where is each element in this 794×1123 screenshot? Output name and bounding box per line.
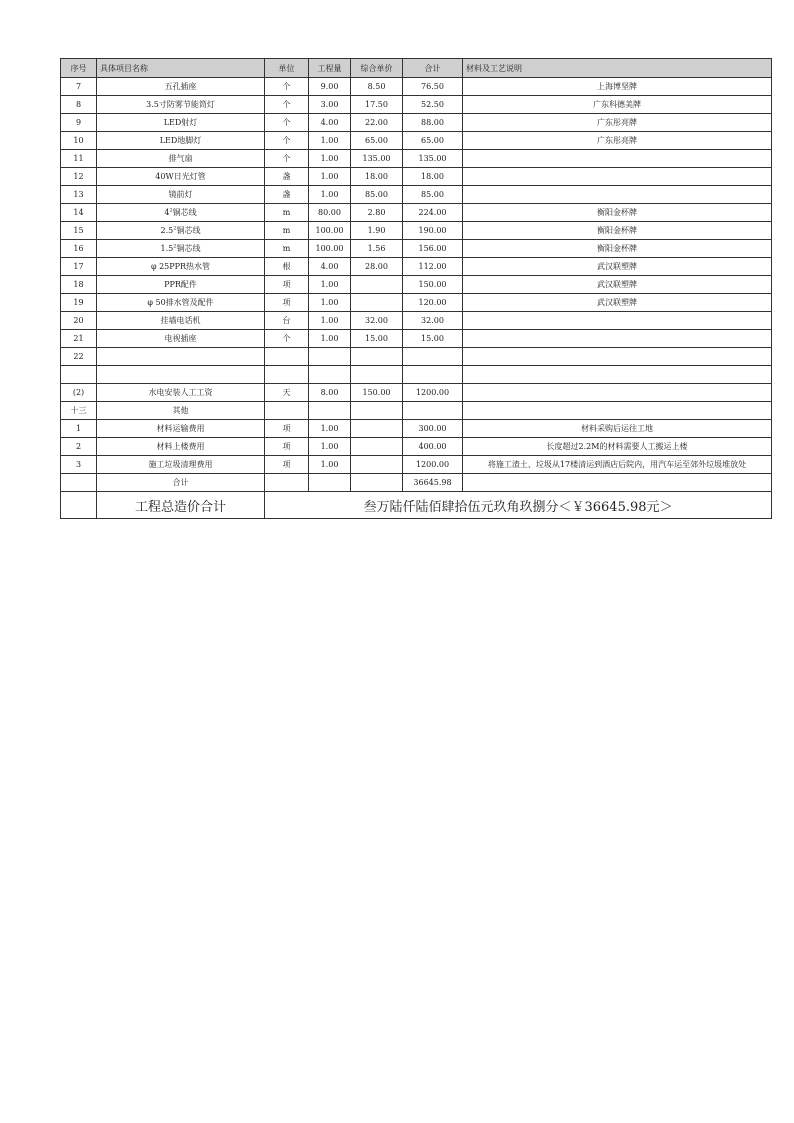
cell-total: 156.00 <box>403 240 463 258</box>
cell-name: LED地脚灯 <box>97 132 265 150</box>
cell-no: 11 <box>61 150 97 168</box>
cell-note <box>463 312 772 330</box>
cell-no: 十三 <box>61 402 97 420</box>
header-name: 具体项目名称 <box>97 59 265 78</box>
cell-total <box>403 366 463 384</box>
cell-total: 18.00 <box>403 168 463 186</box>
wire-size-exponent: 2 <box>169 207 173 214</box>
cell-no: 3 <box>61 456 97 474</box>
table-row <box>61 222 772 240</box>
cell-total: 190.00 <box>403 222 463 240</box>
cell-name: 40W日光灯管 <box>97 168 265 186</box>
cell-price: 32.00 <box>351 312 403 330</box>
cell-no: 12 <box>61 168 97 186</box>
cell-name: 施工垃圾清理费用 <box>97 456 265 474</box>
cell-price <box>351 456 403 474</box>
quote-table <box>60 58 772 519</box>
cell-name: 电视插座 <box>97 330 265 348</box>
cell-note: 衡阳金杯牌 <box>463 222 772 240</box>
cell-no: 18 <box>61 276 97 294</box>
cell-no: 17 <box>61 258 97 276</box>
cell-name: 材料运输费用 <box>97 420 265 438</box>
cell-no: 15 <box>61 222 97 240</box>
cell-unit: 项 <box>265 420 309 438</box>
cell-note: 衡阳金杯牌 <box>463 240 772 258</box>
cell-name: 其他 <box>97 402 265 420</box>
cell-note: 广东彤亮牌 <box>463 114 772 132</box>
table-row <box>61 96 772 114</box>
table-row <box>61 168 772 186</box>
table-row <box>61 456 772 474</box>
cell-unit: 个 <box>265 330 309 348</box>
cell-qty: 9.00 <box>309 78 351 96</box>
cell-price: 150.00 <box>351 384 403 402</box>
cell-note <box>463 348 772 366</box>
table-row <box>61 402 772 420</box>
cell-total: 52.50 <box>403 96 463 114</box>
cell-qty: 4.00 <box>309 258 351 276</box>
cell-name <box>97 204 265 222</box>
wire-type: 铜芯线 <box>172 208 197 217</box>
cell-price: 15.00 <box>351 330 403 348</box>
wire-type: 铜芯线 <box>176 244 201 253</box>
cell-name <box>97 348 265 366</box>
cell-no: 13 <box>61 186 97 204</box>
cell-name: 材料上楼费用 <box>97 438 265 456</box>
cell-note <box>463 150 772 168</box>
table-row <box>61 186 772 204</box>
cell-total: 15.00 <box>403 330 463 348</box>
table-row <box>61 330 772 348</box>
cell-total: 85.00 <box>403 186 463 204</box>
cell-price <box>351 366 403 384</box>
cell-name: φ 25PPR热水管 <box>97 258 265 276</box>
cell-no: 1 <box>61 420 97 438</box>
cell-total: 120.00 <box>403 294 463 312</box>
cell-name: 排气扇 <box>97 150 265 168</box>
cell-name: 合计 <box>97 474 265 492</box>
cell-no: 21 <box>61 330 97 348</box>
table-row <box>61 294 772 312</box>
cell-price <box>351 474 403 492</box>
cell-unit: 个 <box>265 150 309 168</box>
cell-note <box>463 330 772 348</box>
header-price: 综合单价 <box>351 59 403 78</box>
cell-unit: 根 <box>265 258 309 276</box>
cell-qty <box>309 402 351 420</box>
table-row <box>61 384 772 402</box>
table-row <box>61 276 772 294</box>
cell-total: 300.00 <box>403 420 463 438</box>
cell-qty: 1.00 <box>309 420 351 438</box>
cell-no: 16 <box>61 240 97 258</box>
cell-no: 7 <box>61 78 97 96</box>
cell-price: 65.00 <box>351 132 403 150</box>
cell-name: LED射灯 <box>97 114 265 132</box>
cell-price <box>351 402 403 420</box>
cell-no <box>61 366 97 384</box>
cell-unit: m <box>265 222 309 240</box>
cell-unit <box>265 402 309 420</box>
table-row <box>61 366 772 384</box>
cell-price: 2.80 <box>351 204 403 222</box>
cell-no: 14 <box>61 204 97 222</box>
cell-unit: 个 <box>265 96 309 114</box>
cell-unit: 个 <box>265 132 309 150</box>
cell-qty: 1.00 <box>309 132 351 150</box>
cell-name <box>97 240 265 258</box>
cell-total: 36645.98 <box>403 474 463 492</box>
cell-note <box>463 186 772 204</box>
cell-qty: 8.00 <box>309 384 351 402</box>
cell-no <box>61 474 97 492</box>
cell-unit: m <box>265 240 309 258</box>
cell-price: 8.50 <box>351 78 403 96</box>
cell-price <box>351 276 403 294</box>
cell-no: 20 <box>61 312 97 330</box>
cell-unit: m <box>265 204 309 222</box>
cell-price: 85.00 <box>351 186 403 204</box>
wire-size-exponent: 2 <box>173 243 177 250</box>
cell-unit: 个 <box>265 114 309 132</box>
cell-price: 1.90 <box>351 222 403 240</box>
table-row <box>61 420 772 438</box>
cell-qty: 100.00 <box>309 222 351 240</box>
cell-unit: 项 <box>265 456 309 474</box>
cell-unit <box>265 366 309 384</box>
cell-price <box>351 438 403 456</box>
cell-name <box>97 222 265 240</box>
cell-total: 400.00 <box>403 438 463 456</box>
cell-unit: 项 <box>265 438 309 456</box>
cell-name: φ 50排水管及配件 <box>97 294 265 312</box>
wire-size-exponent: 2 <box>173 225 177 232</box>
table-row <box>61 78 772 96</box>
cell-note <box>463 402 772 420</box>
cell-total: 112.00 <box>403 258 463 276</box>
cell-qty <box>309 348 351 366</box>
cell-total: 1200.00 <box>403 384 463 402</box>
wire-size: 2.5 <box>160 226 174 235</box>
cell-note: 将施工渣土、垃圾从17楼清运到酒店后院内，用汽车运至郊外垃圾堆放处 <box>463 456 772 474</box>
table-row <box>61 312 772 330</box>
cell-note: 上海博坚牌 <box>463 78 772 96</box>
header-qty: 工程量 <box>309 59 351 78</box>
cell-name: 挂墙电话机 <box>97 312 265 330</box>
cell-unit: 盏 <box>265 168 309 186</box>
cell-total: 88.00 <box>403 114 463 132</box>
wire-size: 4 <box>164 208 170 217</box>
cell-total: 150.00 <box>403 276 463 294</box>
cell-price <box>351 348 403 366</box>
header-no: 序号 <box>61 59 97 78</box>
cell-qty: 1.00 <box>309 294 351 312</box>
cell-no: 22 <box>61 348 97 366</box>
table-row <box>61 150 772 168</box>
cell-unit: 台 <box>265 312 309 330</box>
cell-note: 长度超过2.2M的材料需要人工搬运上楼 <box>463 438 772 456</box>
table-row <box>61 258 772 276</box>
cell-name: 镜前灯 <box>97 186 265 204</box>
cell-note <box>463 474 772 492</box>
cell-qty: 1.00 <box>309 438 351 456</box>
table-body <box>61 78 772 492</box>
cell-qty: 4.00 <box>309 114 351 132</box>
cell-note <box>463 168 772 186</box>
cell-qty: 1.00 <box>309 330 351 348</box>
cell-name: PPR配件 <box>97 276 265 294</box>
cell-total <box>403 348 463 366</box>
cell-qty: 1.00 <box>309 168 351 186</box>
cell-qty: 3.00 <box>309 96 351 114</box>
cell-qty: 80.00 <box>309 204 351 222</box>
table-row <box>61 240 772 258</box>
cell-no: 9 <box>61 114 97 132</box>
grand-total-blank <box>61 492 97 519</box>
table-row <box>61 132 772 150</box>
table-header-row <box>61 59 772 78</box>
cell-total: 76.50 <box>403 78 463 96</box>
cell-price <box>351 294 403 312</box>
cell-unit <box>265 474 309 492</box>
cell-price: 135.00 <box>351 150 403 168</box>
cell-qty: 1.00 <box>309 186 351 204</box>
cell-total: 65.00 <box>403 132 463 150</box>
cell-unit: 天 <box>265 384 309 402</box>
cell-note: 武汉联塑牌 <box>463 276 772 294</box>
cell-total: 32.00 <box>403 312 463 330</box>
cell-unit: 个 <box>265 78 309 96</box>
table-row <box>61 348 772 366</box>
header-unit: 单位 <box>265 59 309 78</box>
cell-note: 武汉联塑牌 <box>463 294 772 312</box>
cell-total: 1200.00 <box>403 456 463 474</box>
cell-total: 135.00 <box>403 150 463 168</box>
cell-note: 材料采购后运往工地 <box>463 420 772 438</box>
cell-qty: 1.00 <box>309 276 351 294</box>
wire-size: 1.5 <box>160 244 174 253</box>
cell-qty: 100.00 <box>309 240 351 258</box>
cell-unit: 项 <box>265 294 309 312</box>
quote-sheet <box>60 58 771 519</box>
cell-price: 28.00 <box>351 258 403 276</box>
cell-price: 22.00 <box>351 114 403 132</box>
table-row <box>61 474 772 492</box>
cell-no: 2 <box>61 438 97 456</box>
cell-note: 广东彤亮牌 <box>463 132 772 150</box>
cell-note <box>463 384 772 402</box>
cell-no: 8 <box>61 96 97 114</box>
cell-note: 武汉联塑牌 <box>463 258 772 276</box>
cell-note: 衡阳金杯牌 <box>463 204 772 222</box>
cell-note: 广东科德美牌 <box>463 96 772 114</box>
cell-price: 18.00 <box>351 168 403 186</box>
cell-name: 水电安装人工工资 <box>97 384 265 402</box>
cell-name: 五孔插座 <box>97 78 265 96</box>
grand-total-row <box>61 492 772 519</box>
cell-qty: 1.00 <box>309 150 351 168</box>
cell-qty: 1.00 <box>309 456 351 474</box>
cell-price: 1.56 <box>351 240 403 258</box>
cell-qty: 1.00 <box>309 312 351 330</box>
cell-unit <box>265 348 309 366</box>
grand-total-value: 叁万陆仟陆佰肆拾伍元玖角玖捌分＜￥36645.98元＞ <box>265 492 772 519</box>
table-row <box>61 114 772 132</box>
cell-name: 3.5寸防雾节能筒灯 <box>97 96 265 114</box>
cell-no: (2) <box>61 384 97 402</box>
cell-price: 17.50 <box>351 96 403 114</box>
cell-name <box>97 366 265 384</box>
wire-type: 铜芯线 <box>176 226 201 235</box>
grand-total-label: 工程总造价合计 <box>97 492 265 519</box>
cell-no: 10 <box>61 132 97 150</box>
header-total: 合计 <box>403 59 463 78</box>
table-row <box>61 438 772 456</box>
cell-qty <box>309 366 351 384</box>
cell-total: 224.00 <box>403 204 463 222</box>
header-note: 材料及工艺说明 <box>463 59 772 78</box>
cell-unit: 盏 <box>265 186 309 204</box>
cell-note <box>463 366 772 384</box>
cell-unit: 项 <box>265 276 309 294</box>
cell-price <box>351 420 403 438</box>
cell-total <box>403 402 463 420</box>
cell-qty <box>309 474 351 492</box>
cell-no: 19 <box>61 294 97 312</box>
table-row <box>61 204 772 222</box>
